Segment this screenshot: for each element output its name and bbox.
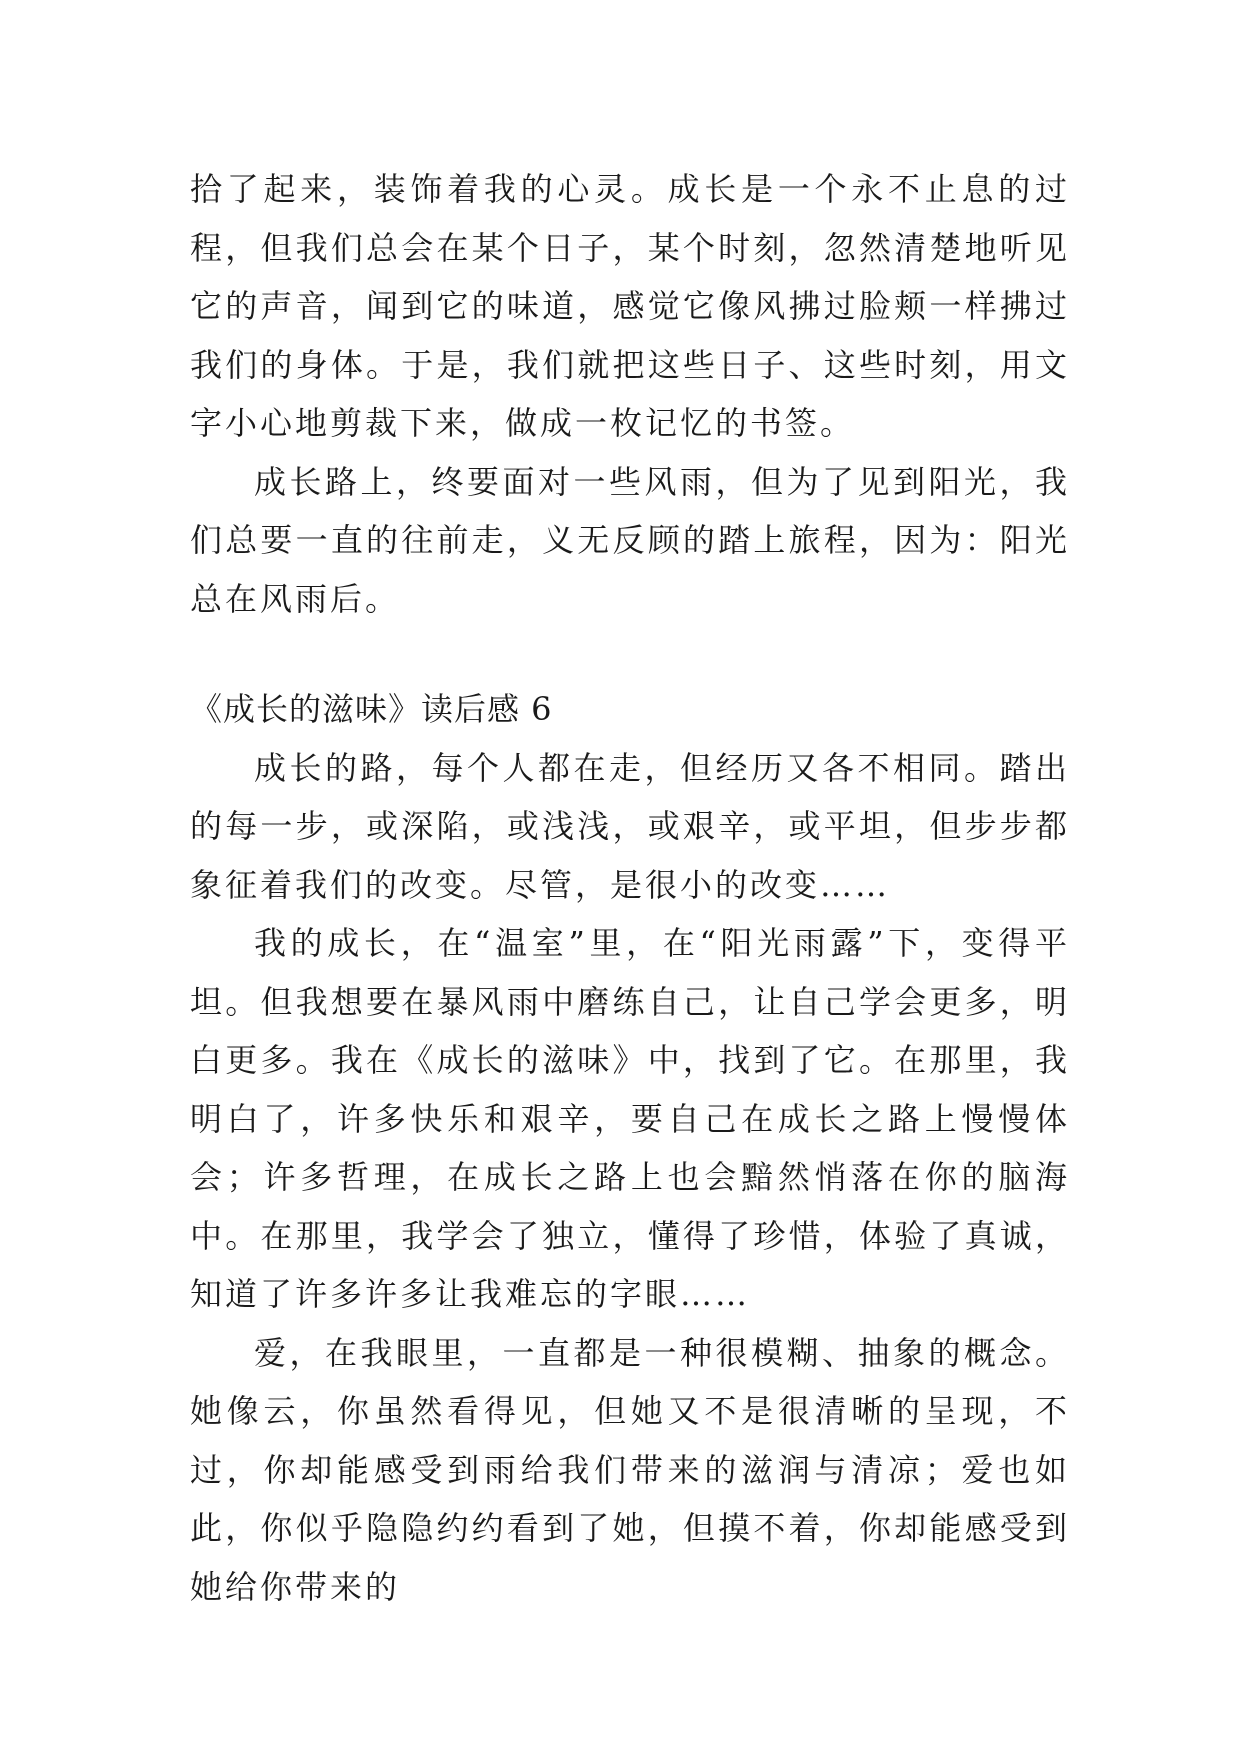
paragraph-continued: 拾了起来，装饰着我的心灵。成长是一个永不止息的过程，但我们总会在某个日子，某个时刻，忽然清楚地听见它的声音，闻到它的味道，感觉它像风拂过脸颊一样拂过我们的身体。于是，我们就把这些日子、这些时刻，用文字小心地剪裁下来，做成一枚记忆的书签。: [190, 170, 1070, 442]
paragraph: 成长路上，终要面对一些风雨，但为了见到阳光，我们总要一直的往前走，义无反顾的踏上旅程，因为：阳光总在风雨后。: [190, 462, 1070, 618]
section-title: 《成长的滋味》读后感 6: [190, 690, 553, 728]
paragraph: 我的成长，在“温室”里，在“阳光雨露”下，变得平坦。但我想要在暴风雨中磨练自己，让自己学会更多，明白更多。我在《成长的滋味》中，找到了它。在那里，我明白了，许多快乐和艰辛，要自己在成长之路上慢慢体会；许多哲理，在成长之路上也会黯然悄落在你的脑海中。在那里，我学会了独立，懂得了珍惜，体验了真诚，知道了许多许多让我难忘的字眼……: [190, 924, 1070, 1313]
paragraph: 爱，在我眼里，一直都是一种很模糊、抽象的概念。她像云，你虽然看得见，但她又不是很清晰的呈现，不过，你却能感受到雨给我们带来的滋润与清凉；爱也如此，你似乎隐隐约约看到了她，但摸不着，你却能感受到她给你带来的: [190, 1333, 1070, 1606]
paragraph: 成长的路，每个人都在走，但经历又各不相同。踏出的每一步，或深陷，或浅浅，或艰辛，或平坦，但步步都象征着我们的改变。尽管，是很小的改变……: [190, 748, 1070, 904]
document-body: [190, 160, 1070, 1616]
